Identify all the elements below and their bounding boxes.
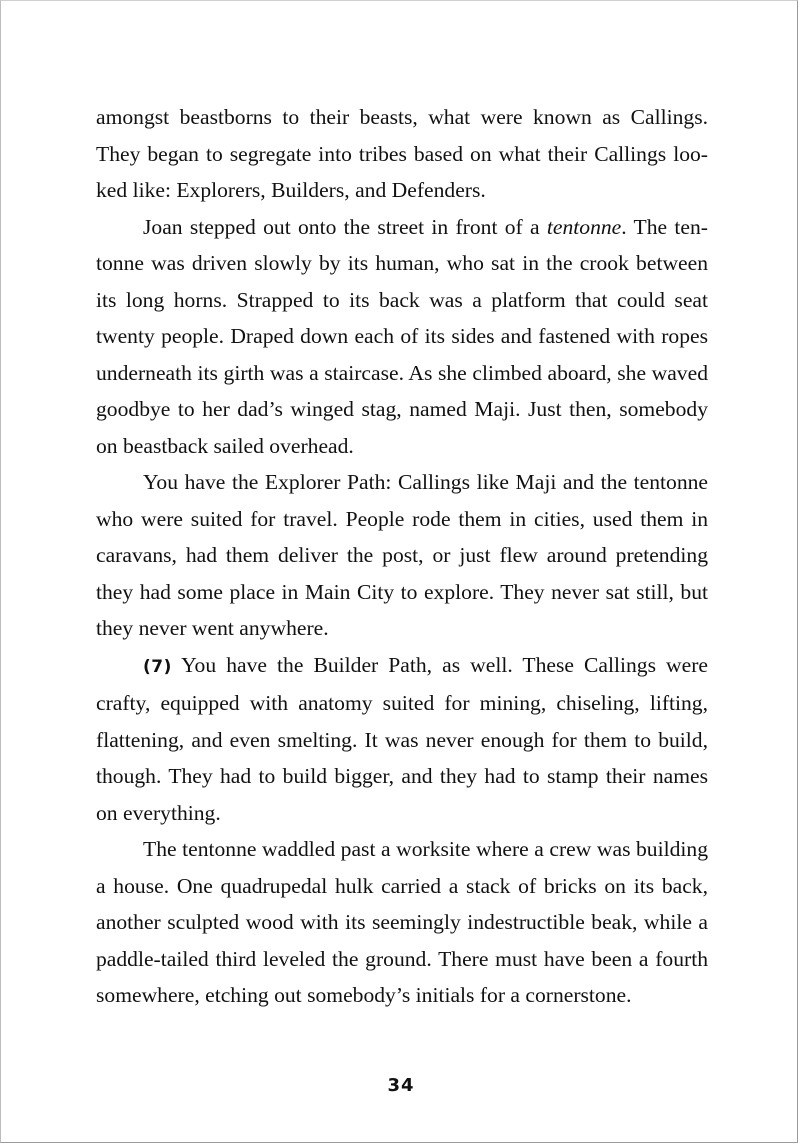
paragraph-5-text: The tentonne waddled past a worksite where a crew was building a house. One quadrupedal hulk carried a stack of bricks on its back, another sculpted wood with its seemingly indestructible beak, while a paddle-tailed third leveled the ground. There must have been a fourth somewhere, etching out somebody’s initials for a cornerstone.	[96, 837, 708, 1007]
paragraph-2-before: Joan stepped out onto the street in front of a	[143, 214, 547, 239]
paragraph-2-after: . The tentonne was driven slowly by its human, who sat in the crook between its long horns. Strapped to its back was a platform that could seat twenty people. Draped down each of its sides and fastened with ropes underneath its girth was a staircase. As she climbed aboard, she waved goodbye to her dad’s winged stag, named Maji. Just then, somebody on beastback sailed overhead.	[96, 214, 708, 458]
paragraph-1	[96, 99, 708, 209]
paragraph-5	[96, 831, 708, 1014]
paragraph-2-emphasis: tentonne	[546, 214, 622, 239]
page-number: 34	[387, 1075, 415, 1096]
body-text	[96, 99, 708, 1014]
paragraph-4	[96, 647, 708, 832]
section-marker: (7)	[143, 656, 172, 677]
paragraph-3-text: You have the Explorer Path: Callings like Maji and the tentonne who were suited for travel. People rode them in cities, used them in caravans, had them deliver the post, or just flew around pretending they had some place in Main City to explore. They never sat still, but they never went anywhere.	[96, 470, 708, 640]
paragraph-3	[96, 464, 708, 647]
paragraph-1-text: amongst beastborns to their beasts, what were known as Callings. They began to segregate into tribes based on what their Callings looked like: Explorers, Builders, and Defenders.	[96, 105, 708, 202]
paragraph-2	[96, 209, 708, 465]
paragraph-4-text: You have the Builder Path, as well. These Callings were crafty, equipped with anatomy suited for mining, chiseling, lifting, flattening, and even smelting. It was never enough for them to build, though. They had to build bigger, and they had to stamp their names on everything.	[96, 652, 708, 825]
